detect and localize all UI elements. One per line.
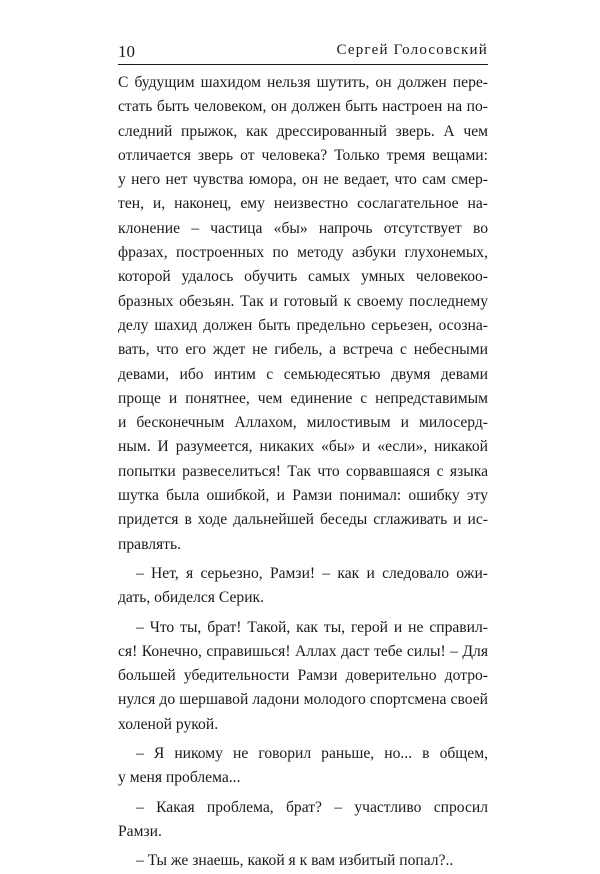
paragraph [118,849,488,873]
text-line: шутка была ошибкой, и Рамзи понимал: ошибку эту [118,487,488,505]
text-line: следний прыжок, как дрессированный зверь. А чем [118,122,488,140]
text-line: Рамзи. [118,822,162,840]
text-line: попытки развеселиться! Так что сорвавшаяся с языка [118,462,488,480]
text-line: клонение – частица «бы» напрочь отсутствует во [118,219,488,237]
page-body [118,71,488,874]
text-line: дать, обиделся Серик. [118,589,265,607]
text-line: тен, и, наконец, ему неизвестно сослагательное на- [118,195,488,213]
text-line: фразах, построенных по методу азбуки глухонемых, [118,244,488,262]
text-line: – Какая проблема, брат? – участливо спросил [136,798,488,816]
text-line: девами, ибо интим с семьюдесятью двумя девами [118,365,488,383]
text-line: правлять. [118,535,181,553]
text-line: вать, что его ждет не гибель, а встреча с небесными [118,341,488,359]
page-header [118,40,488,65]
paragraph [118,562,488,611]
text-line: ным. И разумеется, никаких «бы» и «если», никакой [118,438,488,456]
paragraph [118,616,488,737]
text-line: бразных обезьян. Так и готовый к своему последнему [118,292,488,310]
text-line: – Что ты, брат! Такой, как ты, герой и не справил- [136,618,488,636]
text-line: делу шахид должен быть предельно серьезен, осозна- [118,316,488,334]
text-line: придется в ходе дальнейшей беседы сглаживать и ис- [118,511,488,529]
text-line: ся! Конечно, справишься! Аллах даст тебе силы! – Для [118,642,488,660]
text-line: стать быть человеком, он должен быть настроен на по- [118,98,488,116]
text-line: большей убедительности Рамзи доверительно дотро- [118,667,488,685]
page-number: 10 [118,42,135,61]
text-line: – Я никому не говорил раньше, но... в общем, [136,745,488,763]
running-title: Сергей Голосовский [336,42,488,58]
text-line: отличается зверь от человека? Только тремя вещами: [118,146,488,164]
text-line: которой удалось обучить самых умных человекоо- [118,268,488,286]
text-line: С будущим шахидом нельзя шутить, он должен пере- [118,74,488,91]
text-line: проще и понятнее, чем единение с непредставимым [118,389,488,407]
text-line: холеной рукой. [118,715,219,733]
text-line: у меня проблема... [118,769,241,787]
text-line: у него нет чувства юмора, он не ведает, что сам смер- [118,171,488,189]
text-line: – Ты же знаешь, какой я к вам избитый попал?.. [136,852,454,870]
paragraph [118,71,488,557]
text-line: и бесконечным Аллахом, милостивым и милосерд- [118,414,488,432]
paragraph [118,742,488,791]
text-line: нулся до шершавой ладони молодого спортсмена своей [118,691,488,709]
paragraph [118,796,488,845]
text-line: – Нет, я серьезно, Рамзи! – как и следовало ожи- [136,564,488,582]
